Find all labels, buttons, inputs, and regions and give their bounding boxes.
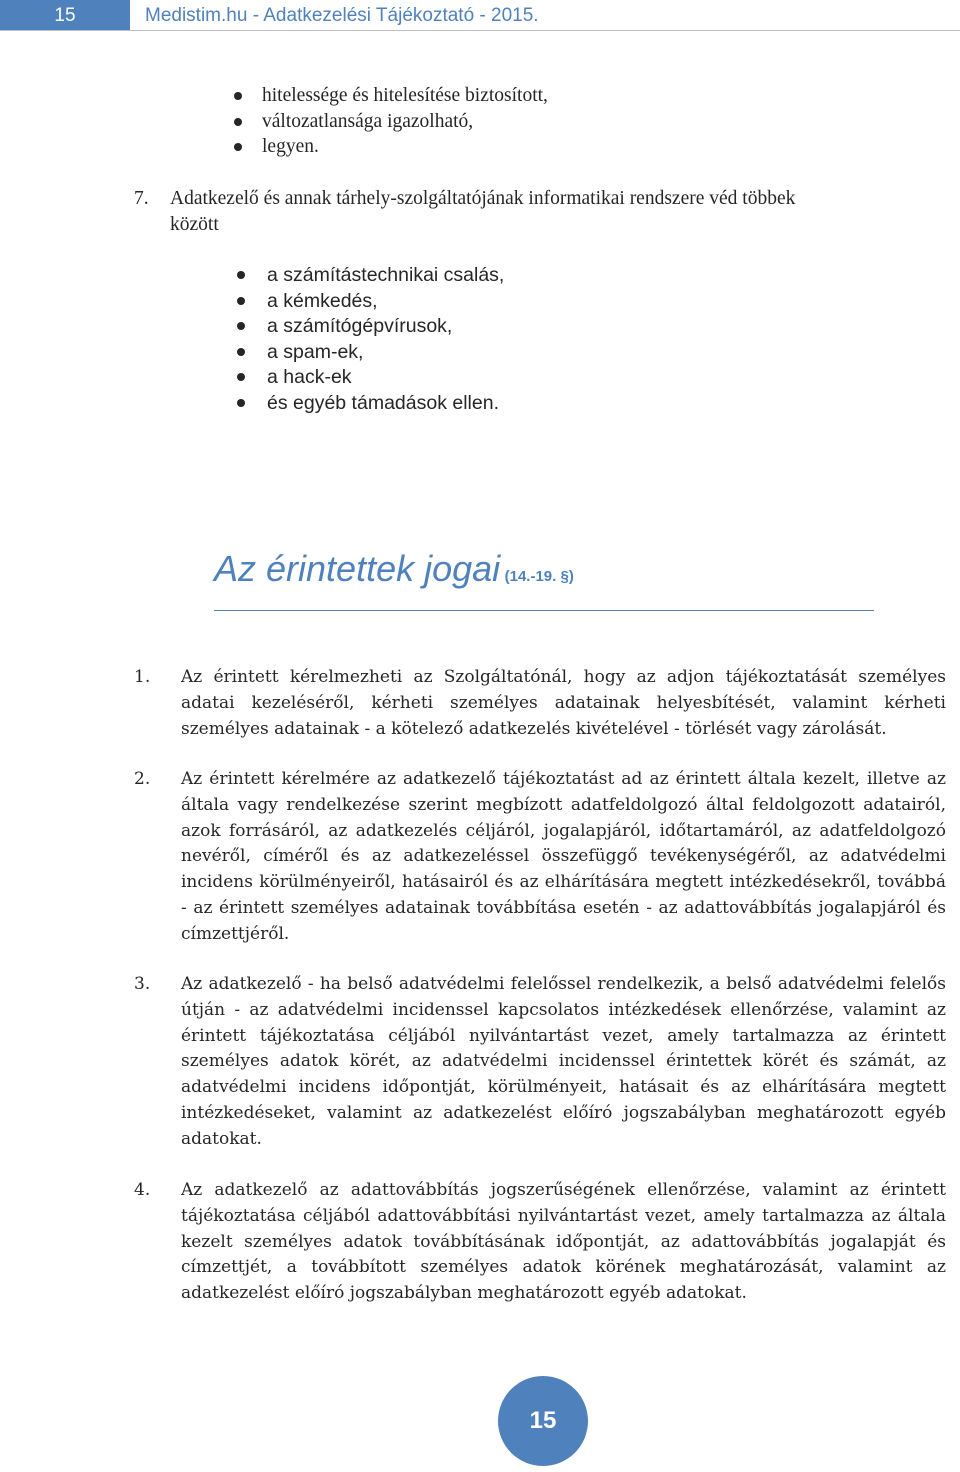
paragraph-number: 3. [134, 974, 151, 994]
section-reference: (14.-19. §) [504, 568, 574, 585]
list-item: változatlansága igazolható, [262, 109, 548, 135]
paragraph-text: Az érintett kérelmezheti az Szolgáltatónál, hogy az adjon tájékoztatását személyes adatai kezeléséről, kérheti személyes adatainak helyesbítését, valamint kérheti személyes adatainak - a kötelező adatkezelés kivételével - törlését vagy zárolását. [181, 667, 946, 739]
section-title: Az érintettek jogai [214, 548, 501, 589]
paragraph-4 [134, 1178, 946, 1307]
footer-page-number: 15 [498, 1376, 588, 1466]
list-item: a számítógépvírusok, [267, 314, 504, 340]
list-item: legyen. [262, 134, 548, 160]
list-item: a kémkedés, [267, 289, 504, 315]
header-page-number: 15 [0, 0, 130, 30]
paragraph-text: Az érintett kérelmére az adatkezelő tájékoztatást ad az érintett általa kezelt, illetve az általa vagy rendelkezése szerint megbízott adatfeldolgozó által feldolgozott adatairól, azok forrásáról, az adatkezelés céljáról, jogalapjáról, időtartamáról, az adatfeldolgozó nevéről, címéről és az adatkezeléssel összefüggő tevékenységéről, az adatvédelmi incidens körülményeiről, hatásairól és az elhárítására megtett intézkedésekről, továbbá - az érintett személyes adatainak továbbítása esetén - az adattovábbítás jogalapjáról és címzettjéről. [181, 769, 946, 944]
paragraph-text: Az adatkezelő az adattovábbítás jogszerűségének ellenőrzése, valamint az érintett tájékoztatása céljából adattovábbítási nyilvántartást vezet, amely tartalmazza az általa kezelt személyes adatok továbbításának időpontját, az adattovábbítás jogalapját és címzettjét, a továbbított személyes adatok körének meghatározását, valamint az adatkezelést előíró jogszabályban meghatározott egyéb adatokat. [181, 1180, 946, 1304]
item-number: 7. [134, 188, 149, 209]
list-item: és egyéb támadások ellen. [267, 391, 504, 417]
section-heading [214, 548, 574, 590]
paragraph-number: 4. [134, 1180, 151, 1200]
list-item: hitelessége és hitelesítése biztosított, [262, 83, 548, 109]
paragraph-text: Az adatkezelő - ha belső adatvédelmi felelőssel rendelkezik, a belső adatvédelmi felelős útján - az adatvédelmi incidenssel kapcsolatos intézkedések ellenőrzése, valamint az érintett tájékoztatása céljából nyilvántartást vezet, amely tartalmazza az érintett személyes adatok körét, az adatvédelmi incidenssel érintettek körét és számát, az adatvédelmi incidens időpontját, körülményeit, hatásait és az elhárítására megtett intézkedéseket, valamint az adatkezelést előíró jogszabályban meghatározott egyéb adatokat. [181, 974, 946, 1149]
paragraph-3 [134, 972, 946, 1153]
item-text-line1: Adatkezelő és annak tárhely-szolgáltatójának informatikai rendszere véd többek [170, 188, 796, 209]
paragraph-2 [134, 767, 946, 948]
paragraph-1 [134, 665, 946, 742]
item-text-line2: között [170, 214, 219, 235]
page-header [0, 0, 960, 31]
list-item: a számítástechnikai csalás, [267, 263, 504, 289]
heading-underline [214, 610, 874, 611]
header-title: Medistim.hu - Adatkezelési Tájékoztató - 2015. [145, 5, 539, 26]
paragraph-number: 2. [134, 769, 151, 789]
bullet-list-threats [267, 263, 504, 417]
bullet-list-top [262, 83, 548, 160]
list-item: a spam-ek, [267, 340, 504, 366]
list-item: a hack-ek [267, 365, 504, 391]
paragraph-number: 1. [134, 667, 151, 687]
numbered-item-7 [134, 186, 958, 235]
